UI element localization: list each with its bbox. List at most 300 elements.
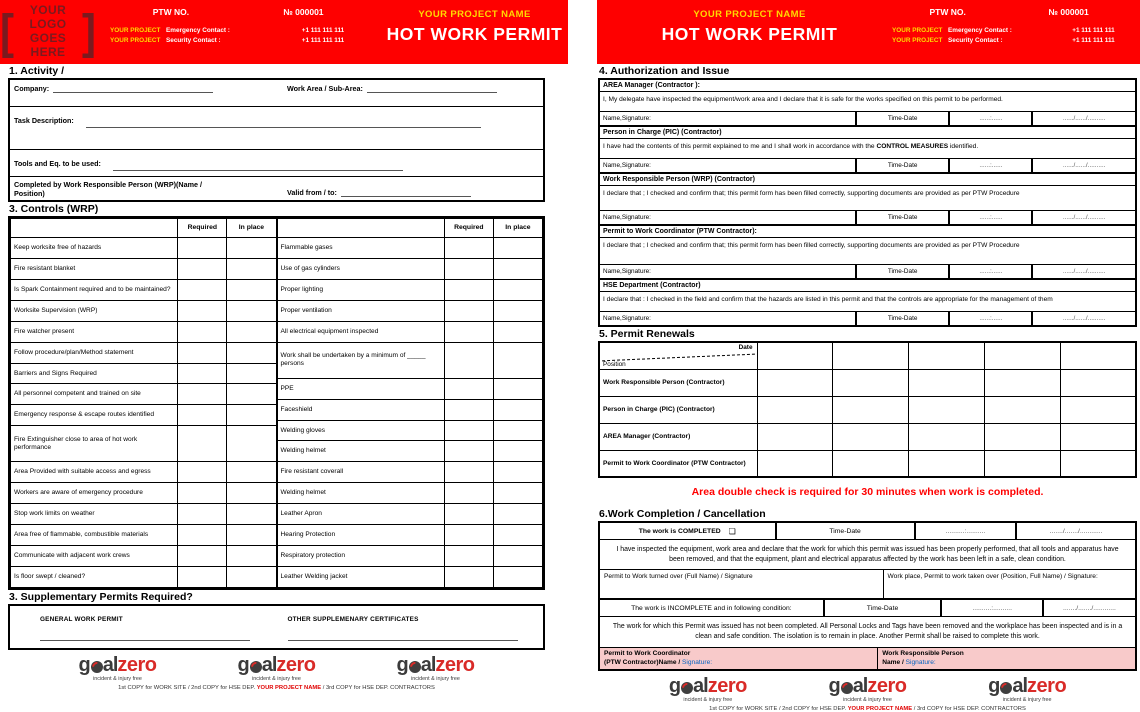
renewal-cell[interactable] [1060,396,1136,423]
section-title-renewals: 5. Permit Renewals [599,328,695,340]
control-item-label: Faceshield [277,399,444,420]
control-item-label: Fire watcher present [11,321,178,342]
date-field[interactable]: ....../....../.......... [1062,115,1106,122]
incomplete-statement: The work for which this Permit was issued has not been completed. All Personal Locks and Tags have been removed and the workplace has been inspected and is in a clean and safe condition. The isolation is to remain in place. Another Permit shall be raised to complete this work. [600,617,1135,647]
control-item-label: Proper lighting [277,279,444,300]
completion-box [598,521,1137,671]
table-row [11,426,277,462]
required-cell[interactable] [178,483,227,504]
required-cell[interactable] [178,363,227,384]
signature-row [600,158,1135,172]
final-signature-row [600,648,1135,670]
activity-box [8,78,545,202]
time-date-label: Time-Date [857,312,951,325]
table-row [277,258,543,279]
goalzero-tagline: incident & injury free [683,697,733,704]
security-contact-value: +1 111 111 111 [301,36,345,44]
inplace-cell[interactable] [493,525,542,546]
required-cell[interactable] [444,399,493,420]
ptw-coordinator-signature-cell[interactable]: Permit to Work Coordinator (PTW Contractor)Name / Signature: [600,648,878,670]
table-row [11,504,277,525]
date-field[interactable]: ....../....../.......... [1062,268,1106,275]
renewal-cell[interactable] [833,396,909,423]
declaration-text: I declare that ; I checked and confirm that; this permit form has been filled correctly, supporting documents are provided as per PTW Procedure [603,242,1020,249]
globe-icon [1000,682,1012,694]
goalzero-logo: g al zero incident & injury free [237,654,316,682]
inplace-cell[interactable] [493,238,542,259]
renewal-date-cell[interactable] [833,342,909,369]
renewal-cell[interactable] [833,423,909,450]
inplace-cell[interactable] [227,279,276,300]
section-title-activity: 1. Activity / [9,65,65,77]
page-right [570,0,1140,712]
required-cell[interactable] [178,525,227,546]
required-cell[interactable] [444,420,493,441]
inplace-cell[interactable] [227,342,276,363]
completed-row [600,523,1135,540]
supplementary-box [8,604,545,650]
handover-row [600,570,1135,600]
inplace-cell[interactable] [493,399,542,420]
renewal-cell[interactable] [909,369,985,396]
renewal-cell[interactable] [984,450,1060,477]
name-signature-label[interactable]: Name,Signature: [600,112,857,125]
header-right [597,0,1140,64]
declaration-text: I have had the contents of this permit explained to me and I shall work in accordance with the CONTROL MEASURES identified. [603,143,979,150]
signature-row [600,311,1135,325]
renewal-cell[interactable] [833,450,909,477]
table-row [277,462,543,483]
project-name: YOUR PROJECT NAME [693,9,806,20]
time-date-label: Time-Date [857,211,951,224]
corner-position-label: Position [603,360,626,368]
inplace-cell[interactable] [493,441,542,462]
required-cell[interactable] [444,504,493,525]
time-field[interactable]: ..........:.......... [916,523,1018,539]
date-field[interactable]: ....../....../.......... [1062,315,1106,322]
inplace-cell[interactable] [227,258,276,279]
time-field[interactable]: ......:...... [950,211,1033,224]
time-field[interactable]: ......:...... [950,112,1033,125]
date-field[interactable]: ....../....../.......... [1062,162,1106,169]
table-row [277,504,543,525]
table-row [277,525,543,546]
inplace-cell[interactable] [227,321,276,342]
security-contact-value: +1 111 111 111 [1072,36,1115,44]
inplace-cell[interactable] [493,279,542,300]
table-row [277,399,543,420]
control-item-label: Emergency response & escape routes identified [11,405,178,426]
globe-icon [841,682,853,694]
task-description-field[interactable] [86,118,481,128]
date-field[interactable]: ......./......./............ [1063,604,1116,612]
emergency-contact-label: Emergency Contact : [948,27,1012,34]
renewal-cell[interactable] [757,369,833,396]
work-area-field[interactable] [367,83,497,93]
inplace-cell[interactable] [493,258,542,279]
required-cell[interactable] [444,546,493,567]
table-row [599,342,1136,369]
table-row [277,238,543,259]
required-cell[interactable] [178,405,227,426]
logo-text: YOUR LOGO GOES HERE [29,3,67,59]
inplace-cell[interactable] [227,405,276,426]
signature-link[interactable]: Signature: [905,658,936,666]
inplace-cell[interactable] [227,384,276,405]
completed-by-label: Completed by Work Responsible Person (WRP)(Name / Position) [14,180,202,198]
control-item-label: Keep worksite free of hazards [11,238,178,259]
required-cell[interactable] [444,567,493,588]
wrp-signature-cell[interactable]: Work Responsible Person Name / Signature: [882,649,964,666]
project-label: YOUR PROJECT [892,27,943,34]
table-row [11,567,277,588]
completed-checkbox[interactable]: ❏ [728,526,736,536]
auth-block-area-manager [600,80,1135,125]
control-item-label: All personnel competent and trained on site [11,384,178,405]
ptw-no-value: № 000001 [283,7,324,17]
signature-row [600,111,1135,125]
required-cell[interactable] [178,426,227,462]
control-item-label: PPE [277,378,444,399]
required-cell[interactable] [178,384,227,405]
table-row [599,369,1136,396]
renewal-cell[interactable] [1060,369,1136,396]
renewal-cell[interactable] [757,450,833,477]
signature-row [600,264,1135,278]
inplace-cell[interactable] [227,504,276,525]
control-item-label: Work shall be undertaken by a minimum of _____ persons [277,342,444,378]
valid-from-to-label: Valid from / to: [287,188,337,197]
project-label: YOUR PROJECT [892,36,943,44]
table-row [277,378,543,399]
required-cell[interactable] [444,483,493,504]
ptw-number-block [892,0,1140,64]
time-date-label: Time-Date [857,265,951,278]
required-cell[interactable] [178,238,227,259]
logo-bracket-right: ] [82,4,96,59]
required-cell[interactable] [178,567,227,588]
signature-row [600,210,1135,224]
table-row [11,342,277,363]
control-item-label: Proper ventilation [277,300,444,321]
time-field[interactable]: ......:...... [950,312,1033,325]
inplace-header: In place [493,219,542,238]
corner-date-label: Date [738,344,753,351]
inplace-cell[interactable] [493,567,542,588]
project-name: YOUR PROJECT NAME [418,9,531,20]
tools-field[interactable] [113,161,403,171]
goalzero-logo: g al zero incident & injury free [668,675,747,704]
renewal-cell[interactable] [909,396,985,423]
table-row [11,525,277,546]
goalzero-logo: g al zero incident & injury free [988,675,1067,704]
control-item-label: Flammable gases [277,238,444,259]
renewal-role-label: Permit to Work Coordinator (PTW Contractor) [599,450,757,477]
required-cell[interactable] [178,321,227,342]
renewal-cell[interactable] [833,369,909,396]
table-row [277,321,543,342]
required-cell[interactable] [444,279,493,300]
time-date-label: Time-Date [857,159,951,172]
renewal-date-cell[interactable] [757,342,833,369]
control-item-label: Welding gloves [277,420,444,441]
general-work-permit-label: GENERAL WORK PERMIT [40,616,123,623]
other-certificates-field[interactable] [288,631,518,641]
required-cell[interactable] [178,279,227,300]
renewal-role-label: Work Responsible Person (Contractor) [599,369,757,396]
general-work-permit-field[interactable] [40,631,250,641]
table-row [599,396,1136,423]
globe-icon [681,682,693,694]
ptw-no-label: PTW NO. [152,7,190,17]
renewal-cell[interactable] [984,396,1060,423]
permit-title-block [597,0,892,64]
goalzero-logo: g al zero incident & injury free [828,675,907,704]
goalzero-tagline: incident & injury free [252,676,301,682]
table-row [277,420,543,441]
name-signature-label[interactable]: Name,Signature: [600,159,857,172]
goalzero-tagline: incident & injury free [93,676,142,682]
table-row [277,567,543,588]
renewal-date-cell[interactable] [909,342,985,369]
auth-block-wrp [600,172,1135,224]
control-item-label: Leather Welding jacket [277,567,444,588]
copy-project-name: YOUR PROJECT NAME [256,685,322,691]
table-row [599,450,1136,477]
authorization-box [598,78,1137,327]
control-item-label: Area Provided with suitable access and egress [11,462,178,483]
time-field[interactable]: ......:...... [950,159,1033,172]
control-item-label: Fire resistant coverall [277,462,444,483]
turned-over-label[interactable]: Permit to Work turned over (Full Name) / Signature [600,570,884,598]
time-field[interactable]: ......:...... [950,265,1033,278]
table-row [277,546,543,567]
table-row [599,423,1136,450]
required-cell[interactable] [178,546,227,567]
goalzero-logo: g al zero incident & injury free [78,654,157,682]
inplace-cell[interactable] [227,546,276,567]
page-left [0,0,570,689]
role-label: HSE Department (Contractor) [600,280,1135,292]
table-row [11,300,277,321]
footer-left [8,655,545,691]
inplace-cell[interactable] [493,420,542,441]
work-incomplete-label: The work is INCOMPLETE and in following condition: [600,600,825,616]
renewal-date-cell[interactable] [984,342,1060,369]
copy-distribution-note: 1st COPY for WORK SITE / 2nd COPY for HSE DEP. YOUR PROJECT NAME / 3rd COPY for HSE DEP. CONTRACTORS [709,706,1026,712]
table-row [11,363,277,384]
required-cell[interactable] [178,504,227,525]
control-item-label: Follow procedure/plan/Method statement [11,342,178,363]
emergency-contact-value: +1 111 111 111 [1072,27,1115,34]
inplace-cell[interactable] [493,483,542,504]
control-item-label: Leather Apron [277,504,444,525]
control-item-label: Is floor swept / cleaned? [11,567,178,588]
taken-over-label[interactable]: Work place, Permit to work taken over (Position, Full Name) / Signature: [887,573,1098,581]
table-row [277,279,543,300]
renewal-cell[interactable] [1060,423,1136,450]
control-item-label: Hearing Protection [277,525,444,546]
required-cell[interactable] [178,462,227,483]
permit-title: HOT WORK PERMIT [661,24,838,44]
inplace-cell[interactable] [493,300,542,321]
renewal-cell[interactable] [909,450,985,477]
section-title-supplementary: 3. Supplementary Permits Required? [9,591,193,603]
renewal-cell[interactable] [757,396,833,423]
table-row [11,405,277,426]
work-area-label: Work Area / Sub-Area: [287,84,363,93]
renewal-cell[interactable] [984,423,1060,450]
required-header: Required [178,219,227,238]
ptw-no-value: № 000001 [1048,7,1089,17]
required-cell[interactable] [178,258,227,279]
control-item-label: Stop work limits on weather [11,504,178,525]
table-row [11,462,277,483]
inplace-cell[interactable] [493,378,542,399]
renewal-cell[interactable] [757,423,833,450]
tools-label: Tools and Eq. to be used: [14,159,101,168]
table-row [277,483,543,504]
role-label: Work Responsible Person (WRP) (Contractor) [600,174,1135,186]
renewal-role-label: Person in Charge (PIC) (Contractor) [599,396,757,423]
time-field[interactable]: ..........:.......... [942,600,1044,616]
inplace-cell[interactable] [227,567,276,588]
declaration-text: I declare that : I checked in the field and confirm that the hazards are listed in this permit and that the controls are appropriate for the management of them [603,296,1053,303]
required-cell[interactable] [444,441,493,462]
date-field[interactable]: ....../....../.......... [1062,214,1106,221]
signature-link[interactable]: Signature: [682,658,713,666]
table-row [11,279,277,300]
task-description-label: Task Description: [14,116,74,125]
inplace-cell[interactable] [227,462,276,483]
table-row [277,342,543,378]
required-cell[interactable] [444,300,493,321]
renewal-role-label: AREA Manager (Contractor) [599,423,757,450]
required-cell[interactable] [178,342,227,363]
renewal-cell[interactable] [984,369,1060,396]
section-title-completion: 6.Work Completion / Cancellation [599,508,766,520]
name-signature-label[interactable]: Name,Signature: [600,265,857,278]
inplace-cell[interactable] [493,546,542,567]
table-row [11,546,277,567]
table-row [11,258,277,279]
footer-right [598,676,1137,712]
inplace-header: In place [227,219,276,238]
control-item-label: Worksite Supervision (WRP) [11,300,178,321]
valid-from-to-field[interactable] [341,187,471,197]
control-item-label: Communicate with adjacent work crews [11,546,178,567]
control-item-label: Workers are aware of emergency procedure [11,483,178,504]
header-left [0,0,568,64]
time-date-label: Time-Date [777,523,916,539]
inplace-cell[interactable] [493,504,542,525]
controls-table-right [277,218,544,588]
emergency-contact-label: Emergency Contact : [166,27,230,34]
table-row [277,441,543,462]
inplace-cell[interactable] [493,342,542,378]
ptw-no-label: PTW NO. [929,7,966,17]
time-date-label: Time-Date [857,112,951,125]
table-row [11,384,277,405]
contacts-block [110,26,375,45]
goalzero-tagline: incident & injury free [843,697,892,704]
required-cell[interactable] [444,462,493,483]
project-label: YOUR PROJECT [110,36,161,44]
inplace-cell[interactable] [493,462,542,483]
copy-project-name: YOUR PROJECT NAME [847,706,913,712]
completed-statement: I have inspected the equipment, work area and declare that the work for which this permit was issued has been properly performed, that all tools and apparatus have been removed, and that the equipment, plant and electrical apparatus affected by the work has been left in a safe, clean condition. [600,540,1135,570]
auth-block-hse [600,278,1135,325]
renewal-cell[interactable] [1060,450,1136,477]
date-field[interactable]: ......./......./............ [1049,527,1103,535]
goalzero-tagline: incident & injury free [411,676,460,682]
table-row [11,238,277,259]
controls-table-left [10,218,277,588]
auth-block-pic [600,125,1135,172]
globe-icon [409,661,421,673]
inplace-cell[interactable] [227,525,276,546]
name-signature-label[interactable]: Name,Signature: [600,211,857,224]
table-row [277,300,543,321]
section-title-controls: 3. Controls (WRP) [9,203,99,215]
required-cell[interactable] [444,525,493,546]
inplace-cell[interactable] [227,363,276,384]
required-header: Required [444,219,493,238]
company-label: Company: [14,84,50,93]
required-cell[interactable] [444,378,493,399]
inplace-cell[interactable] [493,321,542,342]
goalzero-tagline: incident & injury free [1002,697,1052,704]
required-cell[interactable] [178,300,227,321]
inplace-cell[interactable] [227,300,276,321]
area-double-check-note: Area double check is required for 30 minutes when work is completed. [691,486,1044,498]
date-position-corner-cell [599,342,757,369]
renewal-date-cell[interactable] [1060,342,1136,369]
required-cell[interactable] [444,258,493,279]
declaration-text: I declare that ; I checked and confirm that; this permit form has been filled correctly, supporting documents are provided as per PTW Procedure [603,190,1020,197]
renewal-cell[interactable] [909,423,985,450]
inplace-cell[interactable] [227,483,276,504]
goalzero-logo: g al zero incident & injury free [396,654,475,682]
inplace-cell[interactable] [227,426,276,462]
globe-icon [91,661,103,673]
company-field[interactable] [53,83,213,93]
required-cell[interactable] [444,342,493,378]
inplace-cell[interactable] [227,238,276,259]
control-item-label: Welding helmet [277,483,444,504]
control-item-label: Fire resistant blanket [11,258,178,279]
table-row [11,321,277,342]
work-completed-label: The work is COMPLETED [638,527,721,535]
declaration-text: I, My delegate have inspected the equipment/work area and I declare that it is safe for the works specified on this permit to be performed. [603,96,1003,103]
required-cell[interactable] [444,238,493,259]
name-signature-label[interactable]: Name,Signature: [600,312,857,325]
globe-icon [250,661,262,673]
permit-title-block [381,0,568,64]
emergency-contact-value: +1 111 111 111 [301,27,345,34]
incomplete-row [600,600,1135,617]
required-cell[interactable] [444,321,493,342]
role-label: Permit to Work Coordinator (PTW Contractor): [600,226,1135,238]
control-item-label: Welding helmet [277,441,444,462]
copy-distribution-note: 1st COPY for WORK SITE / 2nd COPY for HSE DEP. YOUR PROJECT NAME / 3rd COPY for HSE DEP. CONTRACTORS [118,685,435,691]
control-item-label: Area free of flammable, combustible materials [11,525,178,546]
controls-table [8,216,545,590]
other-certificates-label: OTHER SUPPLEMENARY CERTIFICATES [287,616,419,623]
section-title-authorization: 4. Authorization and Issue [599,65,730,77]
control-item-label: Use of gas cylinders [277,258,444,279]
company-logo-placeholder [0,0,96,64]
